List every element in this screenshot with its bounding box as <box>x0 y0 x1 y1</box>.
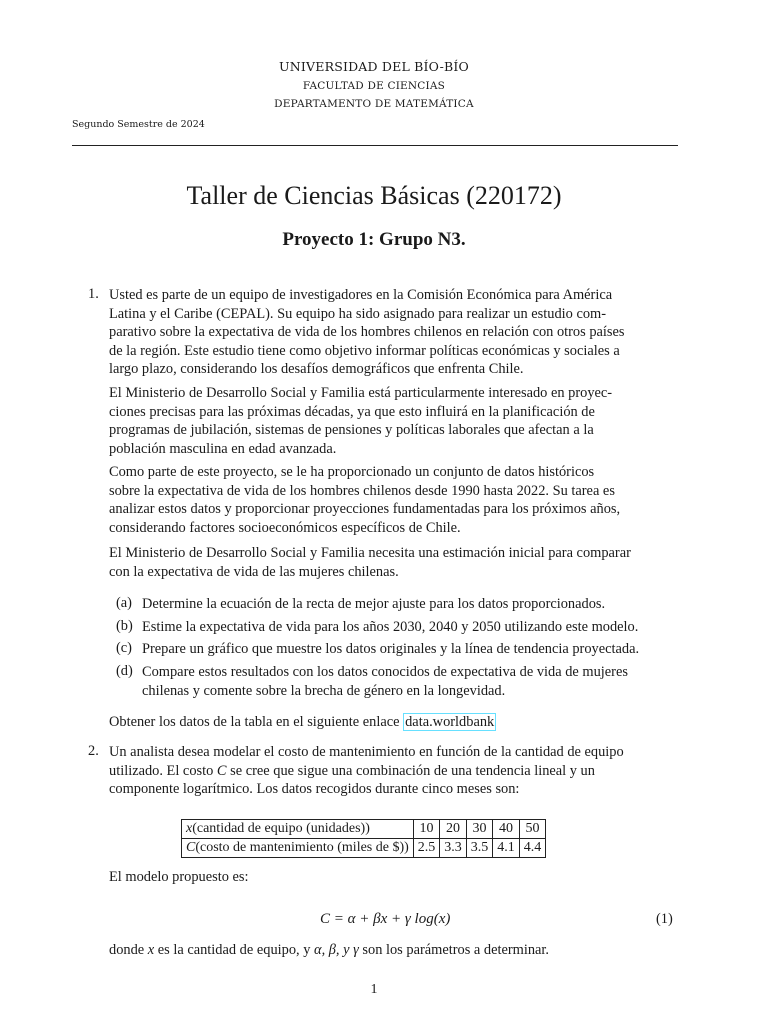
problem-1-paragraph-4 <box>109 544 678 581</box>
line: chilenas y comente sobre la brecha de género en la longevidad. <box>142 682 506 699</box>
row-header-x <box>182 820 414 839</box>
item-a-text: Determine la ecuación de la recta de mejor ajuste para los datos proporcionados. <box>142 596 606 612</box>
line: Compare estos resultados con los datos conocidos de expectativa de vida de mujeres <box>142 664 628 680</box>
problem-1-number: 1. <box>88 286 99 302</box>
department-name: DEPARTAMENTO DE MATEMÁTICA <box>274 98 474 110</box>
data-source-prefix: Obtener los datos de la tabla en el siguiente enlace <box>109 714 404 730</box>
item-c-text: Prepare un gráfico que muestre los datos originales y la línea de tendencia proyectada. <box>142 641 640 657</box>
item-d-label: (d) <box>116 663 133 679</box>
line: con la expectativa de vida de las mujeres chilenas. <box>109 563 399 580</box>
table-cell: 20 <box>440 820 467 839</box>
text-fragment: es la cantidad de equipo, y <box>154 942 315 958</box>
maintenance-data-table <box>181 819 546 858</box>
row-label: (costo de mantenimiento (miles de $)) <box>195 840 409 855</box>
page-number: 1 <box>370 982 378 997</box>
item-c-label: (c) <box>116 640 132 656</box>
item-b-text: Estime la expectativa de vida para los años 2030, 2040 y 2050 utilizando este modelo. <box>142 619 639 635</box>
row-label: (cantidad de equipo (unidades)) <box>192 821 370 836</box>
line: El Ministerio de Desarrollo Social y Familia está particularmente interesado en proyec- <box>109 385 613 401</box>
parameters-greek: α, β, y γ <box>314 942 359 958</box>
problem-2-number: 2. <box>88 743 99 759</box>
table-cell: 2.5 <box>413 839 440 858</box>
text-fragment: utilizado. El costo <box>109 762 217 779</box>
semester-label: Segundo Semestre de 2024 <box>72 119 205 130</box>
worldbank-link[interactable]: data.worldbank <box>405 714 495 730</box>
line: ciones precisas para las próximas décadas, ya que esto influirá en la planificación de <box>109 403 595 420</box>
table-cell: 3.3 <box>440 839 467 858</box>
text-fragment: donde <box>109 942 148 958</box>
faculty-name: FACULTAD DE CIENCIAS <box>302 80 446 92</box>
line: Usted es parte de un equipo de investigadores en la Comisión Económica para América <box>109 287 613 303</box>
line: Un analista desea modelar el costo de mantenimiento en función de la cantidad de equipo <box>109 744 624 760</box>
header-rule <box>72 145 678 146</box>
row-header-c <box>182 839 414 858</box>
line: analizar estos datos y proporcionar proyecciones fundamentadas para los próximos años, <box>109 501 621 518</box>
table-row <box>182 839 546 858</box>
variable-c: C <box>216 762 227 779</box>
table-row <box>182 820 546 839</box>
line: de la región. Este estudio tiene como objetivo informar políticas económicas y sociales a <box>109 342 620 359</box>
formula-text: C = α + βx + γ log(x) <box>320 911 451 927</box>
course-title: Taller de Ciencias Básicas (220172) <box>186 181 562 210</box>
table-cell: 30 <box>466 820 493 839</box>
variable-x: x <box>147 942 155 958</box>
university-name: UNIVERSIDAD DEL BÍO-BÍO <box>279 59 469 74</box>
table-cell: 3.5 <box>466 839 493 858</box>
item-d-text <box>142 663 678 700</box>
line: programas de jubilación, sistemas de pensiones y políticas laborales que afectan a la <box>109 422 594 439</box>
table-cell: 4.4 <box>519 839 546 858</box>
text-fragment: se cree que sigue una combinación de una tendencia lineal y un <box>226 762 595 779</box>
line <box>109 762 678 781</box>
parameters-description <box>109 941 678 960</box>
model-formula <box>320 911 450 928</box>
model-intro: El modelo propuesto es: <box>109 869 249 885</box>
problem-1-paragraph-2 <box>109 384 678 458</box>
table-cell: 4.1 <box>493 839 520 858</box>
line: El Ministerio de Desarrollo Social y Familia necesita una estimación inicial para comparar <box>109 545 631 561</box>
line: Como parte de este proyecto, se le ha proporcionado un conjunto de datos históricos <box>109 464 595 480</box>
table-cell: 50 <box>519 820 546 839</box>
line: componente logarítmico. Los datos recogidos durante cinco meses son: <box>109 781 520 798</box>
variable-x: x <box>186 821 193 836</box>
line: considerando factores socioeconómicos específicos de Chile. <box>109 519 461 536</box>
line: parativo sobre la expectativa de vida de los hombres chilenos en relación con otros países <box>109 324 625 341</box>
line: Latina y el Caribe (CEPAL). Su equipo ha sido asignado para realizar un estudio com- <box>109 305 607 322</box>
problem-1-paragraph-3 <box>109 463 678 537</box>
line: sobre la expectativa de vida de los hombres chilenos desde 1990 hasta 2022. Su tarea es <box>109 482 615 499</box>
problem-1-paragraph-1 <box>109 286 678 379</box>
equation-number: (1) <box>656 911 673 927</box>
table-cell: 40 <box>493 820 520 839</box>
data-source-line <box>109 713 678 732</box>
variable-c: C <box>186 840 196 855</box>
item-b-label: (b) <box>116 618 133 634</box>
text-fragment: son los parámetros a determinar. <box>358 942 550 958</box>
problem-2-intro <box>109 743 678 799</box>
project-title: Proyecto 1: Grupo N3. <box>282 229 466 250</box>
line: largo plazo, considerando los desafíos demográficos que enfrenta Chile. <box>109 361 524 378</box>
item-a-label: (a) <box>116 595 132 611</box>
line: población masculina en edad avanzada. <box>109 440 337 457</box>
table-cell: 10 <box>413 820 440 839</box>
